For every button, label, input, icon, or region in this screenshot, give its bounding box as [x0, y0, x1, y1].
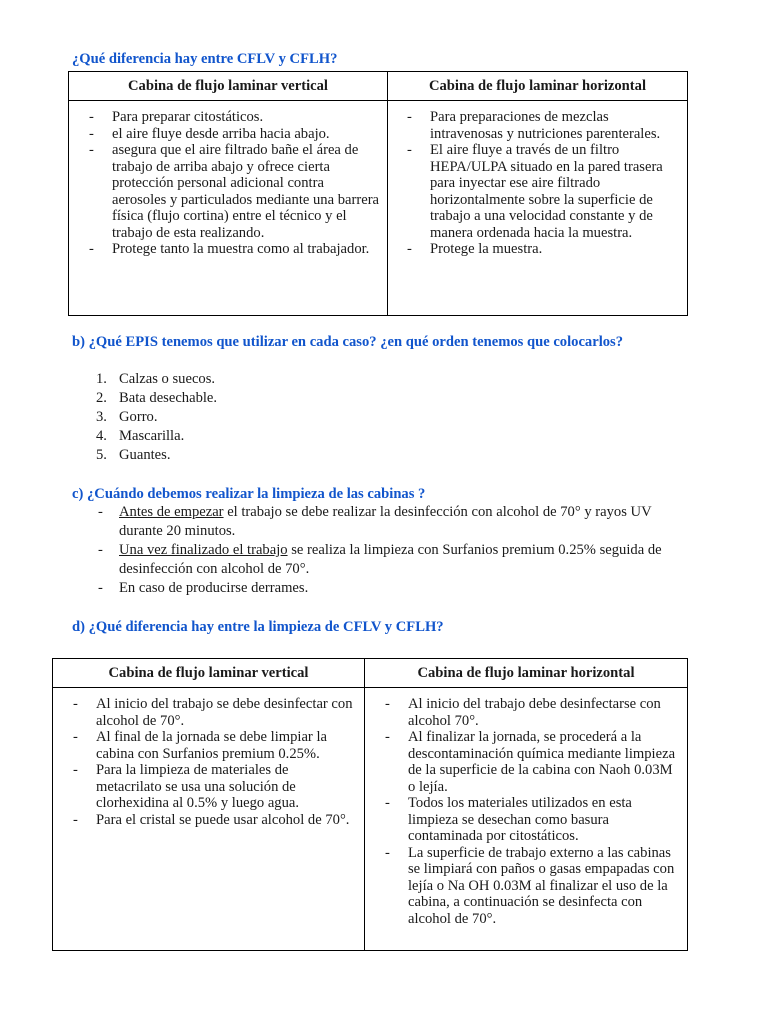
list-item: 2. Bata desechable.: [96, 390, 218, 406]
column-header-horizontal: Cabina de flujo laminar horizontal: [388, 72, 688, 101]
list-item: - Al inicio del trabajo debe desinfectarse con alcohol 70°.: [383, 696, 681, 729]
question-4-title: d) ¿Qué diferencia hay entre la limpieza de CFLV y CFLH?: [72, 619, 444, 635]
list-item: - Una vez finalizado el trabajo se realiza la limpieza con Surfanios premium 0.25% seguida de desinfección con alcohol de 70°.: [96, 541, 696, 579]
list-item: - Para el cristal se puede usar alcohol de 70°.: [71, 812, 356, 829]
epis-list: [96, 370, 217, 465]
list-item: 4. Mascarilla.: [96, 428, 185, 444]
list-item: 5. Guantes.: [96, 447, 171, 463]
list-item: - La superficie de trabajo externo a las cabinas se limpiará con paños o gasas empapadas con lejía o Na OH 0.03M al finalizar el uso de la cabina, a continuación se desinfecta con alcohol de 70°.: [383, 845, 681, 928]
list-item: 3. Gorro.: [96, 409, 158, 425]
list-item: - Todos los materiales utilizados en esta limpieza se desechan como basura contaminada por citostáticos.: [383, 795, 681, 845]
list-item: - asegura que el aire filtrado bañe el área de trabajo de arriba abajo y ofrece cierta protección personal adicional contra aerosoles y particulados mediante una barrera física (flujo cortina) entre el técnico y el trabajo de esta realizando.: [87, 142, 381, 241]
list-item: - El aire fluye a través de un filtro HEPA/ULPA situado en la pared trasera para inyectar ese aire filtrado horizontalmente sobre la superficie de trabajo a una velocidad constante y de manera ordenada hacia la muestra.: [405, 142, 677, 241]
column-header-vertical: Cabina de flujo laminar vertical: [69, 72, 388, 101]
column-header-vertical: Cabina de flujo laminar vertical: [53, 659, 365, 688]
table-header-row: [53, 659, 688, 688]
question-1-title: ¿Qué diferencia hay entre CFLV y CFLH?: [72, 51, 338, 67]
cleaning-times-list: [96, 503, 696, 598]
table-header-row: [69, 72, 688, 101]
list-item: - Para preparaciones de mezclas intravenosas y nutriciones parenterales.: [405, 109, 677, 142]
table-row: [53, 688, 688, 951]
list-item: - el aire fluye desde arriba hacia abajo.: [87, 126, 381, 143]
list-item: - Al inicio del trabajo se debe desinfectar con alcohol de 70°.: [71, 696, 356, 729]
list-item: - Al final de la jornada se debe limpiar la cabina con Surfanios premium 0.25%.: [71, 729, 356, 762]
list-item: - Antes de empezar el trabajo se debe realizar la desinfección con alcohol de 70° y rayos UV durante 20 minutos.: [96, 503, 696, 541]
list-item: - Para preparar citostáticos.: [87, 109, 381, 126]
list-item: 1. Calzas o suecos.: [96, 371, 216, 387]
column-header-horizontal: Cabina de flujo laminar horizontal: [365, 659, 688, 688]
question-2-title: b) ¿Qué EPIS tenemos que utilizar en cada caso? ¿en qué orden tenemos que colocarlos?: [72, 334, 624, 350]
vertical-cell: [53, 688, 365, 951]
list-item: - Al finalizar la jornada, se procederá a la descontaminación química mediante limpieza de la superficie de la cabina con Naoh 0.03M o lejía.: [383, 729, 681, 795]
list-item: - Protege tanto la muestra como al trabajador.: [87, 241, 381, 258]
question-3-title: c) ¿Cuándo debemos realizar la limpieza de las cabinas ?: [72, 486, 426, 502]
cleaning-comparison-table: [52, 658, 688, 951]
table-row: [69, 101, 688, 316]
horizontal-cell: [365, 688, 688, 951]
list-item: - Para la limpieza de materiales de metacrilato se usa una solución de clorhexidina al 0.5% y luego agua.: [71, 762, 356, 812]
horizontal-cell: [388, 101, 688, 316]
list-item: - Protege la muestra.: [405, 241, 677, 258]
vertical-cell: [69, 101, 388, 316]
list-item: - En caso de producirse derrames.: [96, 579, 696, 598]
cflv-cflh-comparison-table: [68, 71, 688, 316]
